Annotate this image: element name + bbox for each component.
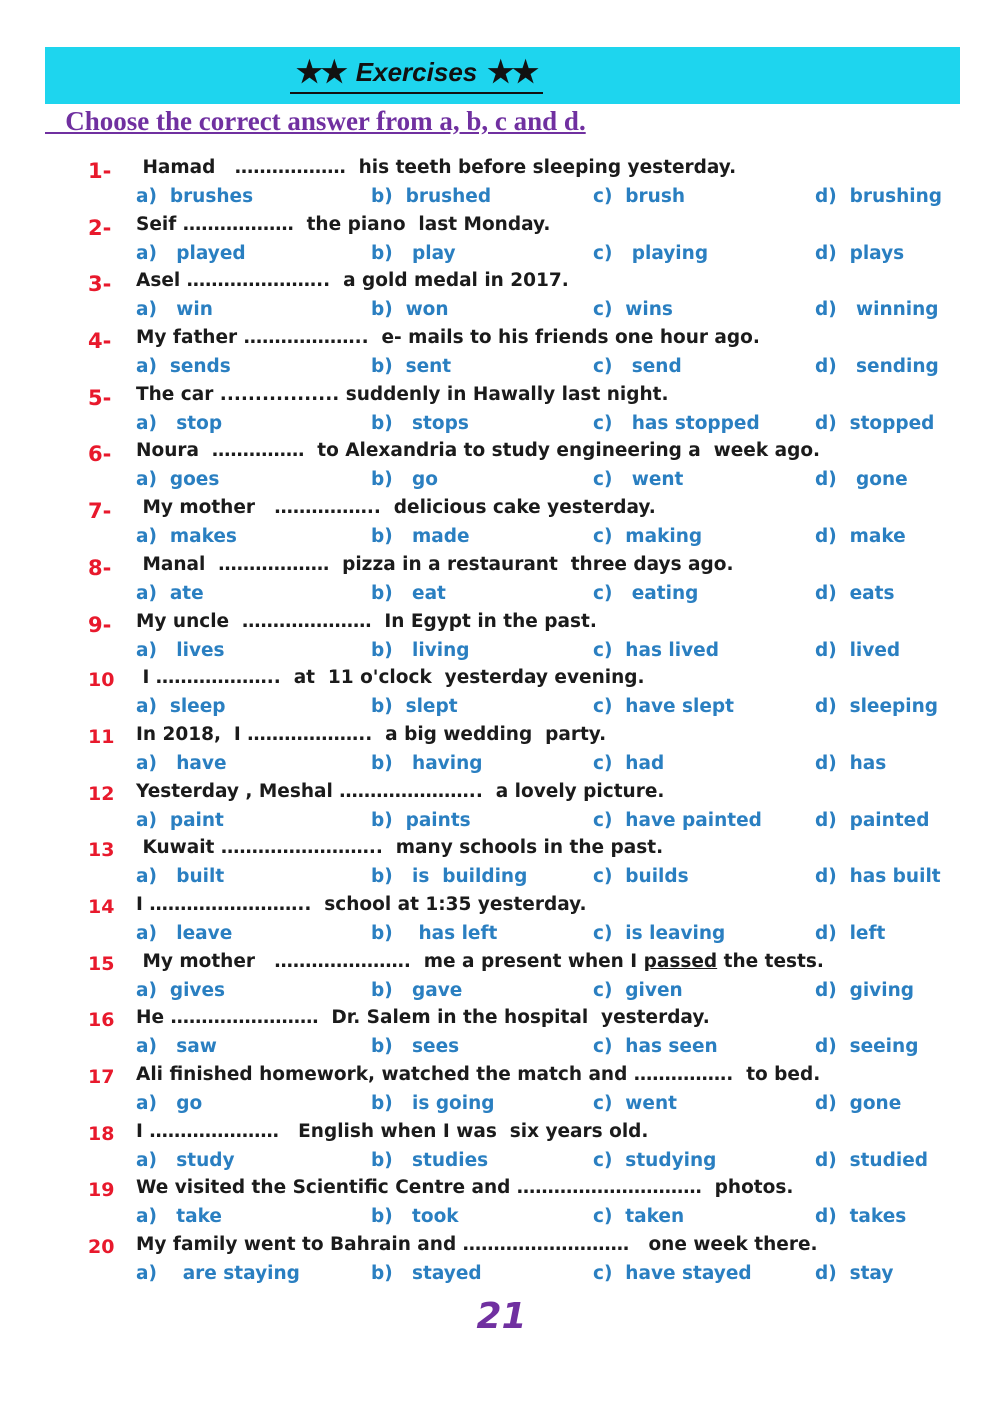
option-c[interactable]: c) has seen — [593, 1036, 718, 1058]
question-number: 10 — [88, 669, 115, 692]
question-number: 17 — [88, 1066, 115, 1088]
option-a[interactable]: a) sends — [136, 356, 231, 378]
question-text: In 2018, I ……………….. a big wedding party. — [136, 723, 607, 745]
question-text: My uncle ………………… In Egypt in the past. — [136, 610, 597, 632]
question-number: 16 — [88, 1009, 115, 1032]
option-b[interactable]: b) having — [371, 752, 483, 774]
question-item — [0, 665, 992, 722]
option-b[interactable]: b) paints — [371, 809, 471, 831]
question-number: 13 — [88, 839, 115, 862]
question-text-part: the tests. — [717, 950, 824, 972]
option-c[interactable]: c) is leaving — [593, 922, 726, 944]
question-text: Yesterday , Meshal ………………….. a lovely picture. — [136, 780, 665, 802]
question-item — [0, 949, 992, 1006]
option-b[interactable]: b) sent — [371, 356, 452, 378]
question-text: I …………………….. school at 1:35 yesterday. — [136, 893, 587, 915]
option-c[interactable]: c) went — [593, 469, 684, 491]
instruction-text: Choose the correct answer from a, b, c and d. — [45, 106, 586, 136]
question-item — [0, 1175, 992, 1232]
question-text: Noura …………… to Alexandria to study engineering a week ago. — [136, 440, 821, 462]
question-item — [0, 382, 992, 439]
question-number: 14 — [88, 895, 115, 918]
option-c[interactable]: c) taken — [593, 1206, 685, 1228]
option-a[interactable]: a) built — [136, 866, 225, 888]
question-item — [0, 835, 992, 892]
option-a[interactable]: a) goes — [136, 469, 220, 491]
option-a[interactable]: a) gives — [136, 979, 226, 1001]
option-a[interactable]: a) sleep — [136, 696, 226, 718]
option-d[interactable]: d) stay — [815, 1263, 894, 1285]
option-b[interactable]: b) stops — [371, 412, 469, 434]
question-text: We visited the Scientific Centre and ………………………… photos. — [136, 1177, 794, 1199]
option-c[interactable]: c) have painted — [593, 809, 762, 831]
option-a[interactable]: a) take — [136, 1206, 222, 1228]
option-d[interactable]: d) takes — [815, 1206, 907, 1228]
option-a[interactable]: a) have — [136, 752, 227, 774]
question-text-part: My mother …………………. me a present when I — [136, 950, 644, 972]
option-b[interactable]: b) stayed — [371, 1263, 482, 1285]
option-a[interactable]: a) lives — [136, 639, 225, 661]
option-d[interactable]: d) sending — [815, 356, 939, 378]
option-a[interactable]: a) leave — [136, 922, 233, 944]
question-item — [0, 722, 992, 779]
question-number: 1- — [88, 159, 112, 183]
question-number: 20 — [88, 1236, 115, 1259]
question-text: Kuwait …………………….. many schools in the past. — [136, 837, 664, 859]
question-item — [0, 1119, 992, 1176]
option-d[interactable]: d) plays — [815, 242, 905, 264]
question-number: 4- — [88, 329, 112, 354]
option-a[interactable]: a) win — [136, 299, 213, 321]
exercises-title — [290, 52, 543, 94]
option-b[interactable]: b) won — [371, 299, 449, 321]
question-item — [0, 1062, 992, 1119]
question-item — [0, 892, 992, 949]
option-b[interactable]: b) sees — [371, 1036, 460, 1058]
option-d[interactable]: d) lived — [815, 639, 901, 661]
title-text: Exercises — [355, 56, 478, 87]
option-b[interactable]: b) living — [371, 639, 470, 661]
question-number: 18 — [88, 1122, 115, 1145]
question-number: 6- — [88, 442, 112, 467]
option-c[interactable]: c) had — [593, 752, 665, 774]
option-c[interactable]: c) has lived — [593, 639, 719, 661]
option-c[interactable]: c) given — [593, 979, 683, 1001]
question-text: I ………………… English when I was six years old. — [136, 1120, 649, 1142]
option-b[interactable]: b) made — [371, 526, 470, 548]
option-c[interactable]: c) have stayed — [593, 1263, 752, 1285]
option-a[interactable]: a) brushes — [136, 186, 254, 207]
option-b[interactable]: b) studies — [371, 1149, 489, 1171]
question-text: Seif ……………… the piano last Monday. — [136, 213, 551, 235]
question-number: 7- — [88, 499, 112, 524]
option-a[interactable]: a) saw — [136, 1036, 217, 1058]
question-item — [0, 1232, 992, 1289]
option-c[interactable]: c) has stopped — [593, 412, 760, 434]
option-a[interactable]: a) are staying — [136, 1263, 300, 1285]
question-item — [0, 779, 992, 836]
question-text: Hamad ……………… his teeth before sleeping yesterday. — [136, 157, 737, 178]
option-a[interactable]: a) go — [136, 1093, 203, 1114]
option-b[interactable]: b) has left — [371, 922, 498, 944]
option-d[interactable]: d) has — [815, 752, 887, 774]
option-d[interactable]: d) brushing — [815, 186, 943, 207]
option-b[interactable]: b) eat — [371, 582, 446, 604]
option-d[interactable]: d) has built — [815, 866, 941, 888]
option-d[interactable]: d) sleeping — [815, 696, 939, 718]
question-number: 8- — [88, 555, 112, 580]
question-text: I ……………….. at 11 o'clock yesterday evening. — [136, 667, 645, 689]
question-item — [0, 438, 992, 495]
option-c[interactable]: c) send — [593, 356, 682, 378]
option-b[interactable]: b) is building — [371, 866, 528, 888]
option-a[interactable]: a) ate — [136, 582, 204, 604]
option-b[interactable]: b) brushed — [371, 186, 492, 207]
option-c[interactable]: c) studying — [593, 1149, 717, 1171]
option-d[interactable]: d) giving — [815, 979, 914, 1001]
option-d[interactable]: d) make — [815, 526, 906, 548]
question-text: My father ……………….. e- mails to his friends one hour ago. — [136, 327, 760, 349]
question-item — [0, 495, 992, 552]
underlined-word: passed — [643, 950, 718, 972]
option-a[interactable]: a) study — [136, 1149, 235, 1171]
star-icon: ★★ — [487, 55, 538, 89]
question-list — [0, 155, 992, 1289]
option-d[interactable]: d) eats — [815, 582, 895, 604]
option-c[interactable]: c) brush — [593, 186, 686, 207]
option-c[interactable]: c) have slept — [593, 696, 734, 718]
question-text: Manal ……………… pizza in a restaurant three days ago. — [136, 553, 734, 575]
question-number: 11 — [88, 725, 115, 748]
option-c[interactable]: c) making — [593, 526, 703, 548]
option-b[interactable]: b) gave — [371, 979, 463, 1001]
option-c[interactable]: c) went — [593, 1093, 677, 1114]
question-item — [0, 212, 992, 269]
question-text: The car ................. suddenly in Hawally last night. — [136, 383, 669, 405]
option-b[interactable]: b) slept — [371, 696, 458, 718]
question-number: 19 — [88, 1179, 115, 1202]
page-number: 21 — [476, 1296, 527, 1337]
question-number: 15 — [88, 952, 115, 975]
question-text: He …………………… Dr. Salem in the hospital yesterday. — [136, 1007, 710, 1029]
option-c[interactable]: c) wins — [593, 299, 673, 321]
option-c[interactable]: c) builds — [593, 866, 689, 888]
option-d[interactable]: d) gone — [815, 1093, 902, 1114]
question-text: Asel ………………….. a gold medal in 2017. — [136, 270, 569, 292]
question-text: My mother …………….. delicious cake yesterday. — [136, 497, 656, 519]
option-a[interactable]: a) played — [136, 242, 246, 264]
question-text: Ali finished homework, watched the match and ……………. to bed. — [136, 1064, 821, 1085]
question-item — [0, 325, 992, 382]
option-c[interactable]: c) eating — [593, 582, 699, 604]
question-text — [136, 951, 824, 972]
option-c[interactable]: c) playing — [593, 242, 709, 264]
star-icon: ★★ — [296, 55, 346, 89]
question-number: 3- — [88, 272, 112, 297]
question-number: 9- — [88, 612, 112, 637]
option-a[interactable]: a) stop — [136, 412, 223, 434]
option-d[interactable]: d) painted — [815, 809, 930, 831]
question-number: 2- — [88, 215, 112, 240]
option-a[interactable]: a) makes — [136, 526, 237, 548]
option-d[interactable]: d) stopped — [815, 412, 935, 434]
question-text: My family went to Bahrain and ……………………… one week there. — [136, 1234, 818, 1256]
option-b[interactable]: b) play — [371, 242, 456, 264]
question-number: 12 — [88, 782, 115, 805]
option-d[interactable]: d) winning — [815, 299, 939, 321]
option-d[interactable]: d) seeing — [815, 1036, 919, 1058]
option-d[interactable]: d) studied — [815, 1149, 928, 1171]
option-b[interactable]: b) is going — [371, 1093, 495, 1114]
option-d[interactable]: d) gone — [815, 469, 908, 491]
option-b[interactable]: b) took — [371, 1206, 459, 1228]
question-number: 5- — [88, 385, 112, 410]
question-item — [0, 155, 992, 212]
option-a[interactable]: a) paint — [136, 809, 224, 831]
option-b[interactable]: b) go — [371, 469, 438, 491]
question-item — [0, 552, 992, 609]
question-item — [0, 268, 992, 325]
question-item — [0, 609, 992, 666]
option-d[interactable]: d) left — [815, 922, 886, 944]
question-item — [0, 1005, 992, 1062]
